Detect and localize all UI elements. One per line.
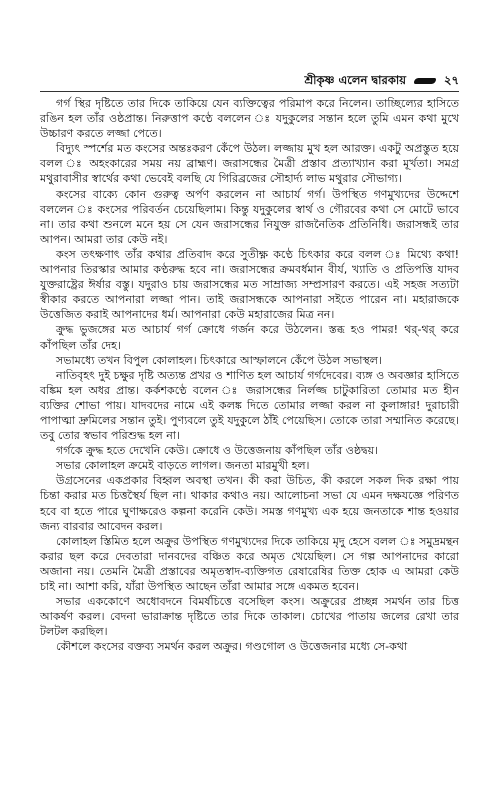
paragraph: নাতিবৃহৎ দুই চক্ষুর দৃষ্টি অত্যন্ত প্রখর ও শাণিত হল আচার্য গর্গদেবের। ব্যঙ্গ ও অবজ্ঞার হাসিতে বঙ্কিম হল অধর প্রান্ত। কর্কশকণ্ঠে বলেন ঃ জরাসন্ধের নির্লজ্জ চাটুকারিতা তোমার মত হীন ব্যক্তির শোভা পায়। যাদবদের নামে এই কলঙ্ক দিতে তোমার লজ্জা করল না কুলাঙ্গার! দুরাচারী পাপাত্মা দ্রুমিলের সন্তান তুই। পুণ্যবলে তুই যদুকুলে ঠাঁই পেয়েছিস। তোকে তারা সম্মানিত করেছে। তবু তোর স্বভাব পরিশুদ্ধ হল না। [40, 368, 459, 443]
paragraph: কৌশলে কংসের বক্তব্য সমর্থন করল অক্রুর। গণ্ডগোল ও উত্তেজনার মধ্যে সে-কথা [56, 640, 408, 654]
page-header [40, 72, 459, 88]
paragraph: কংস তৎক্ষণাৎ তাঁর কথার প্রতিবাদ করে সুতীক্ষ্ণ কণ্ঠে চিৎকার করে বলল ঃ মিথ্যে কথা! আপনার তিরস্কার আমার কণ্ঠরুদ্ধ হবে না। জরাসন্ধের ক্রমবর্ধমান বীর্য, খ্যাতি ও প্রতিপত্তি যাদব যুক্তরাষ্ট্রের ঈর্ষার বস্তু। যদুরাও চায় জরাসন্ধের মত সাম্রাজ্য সম্প্রসারণ করতে। এই সহজ সত্যটা স্বীকার করতে আপনারা লজ্জা পান। তাই জরাসন্ধকে আপনারা সইতে পারেন না। মহারাজকে উত্তেজিত করাই আপনাদের ধর্ম। আপনারা কেউ মহারাজের মিত্র নন। [40, 247, 459, 322]
paragraph: কংসের বাক্যে কোন গুরুত্ব অর্পণ করলেন না আচার্য গর্গ। উপস্থিত গণমুখ্যদের উদ্দেশে বললেন ঃ কংসের পরিবর্তন চেয়েছিলাম। কিন্তু যদুকুলের স্বার্থ ও গৌরবের কথা সে মোটে ভাবে না। তার কথা শুনলে মনে হয় সে যেন জরাসন্ধের নিযুক্ত রাজনৈতিক প্রতিনিধি। জরাসন্ধই তার আপন। আমরা তার কেউ নই। [40, 187, 459, 246]
paragraph: সভার এককোণে অধোবদনে বিমর্ষচিত্তে বসেছিল কংস। অক্রুরের প্রচ্ছন্ন সমর্থন তার চিত্ত আকর্ষণ করল। বেদনা ভারাক্রান্ত দৃষ্টিতে তার দিকে তাকাল। চোখের পাতায় জলের রেখা তার টলটল করছিল। [40, 595, 459, 639]
page-number: ২৭ [444, 73, 459, 87]
paragraph: বিদ্যুৎ স্পর্শের মত কংসের অন্তঃকরণ কেঁপে উঠল। লজ্জায় মুখ হল আরক্ত। একটু অপ্রস্তুত হয়ে বলল ঃ অহংকারের সময় নয় ব্রাহ্মণ। জরাসন্ধের মৈত্রী প্রস্তাব প্রত্যাখ্যান করা মূর্খতা। সমগ্র মথুরাবাসীর স্বার্থের কথা ভেবেই বলছি যে গিরিব্রজের সৌহার্দ্য লাভ মথুরার সৌভাগ্য। [40, 142, 459, 186]
body-text [40, 96, 459, 654]
paragraph: গর্গ স্থির দৃষ্টিতে তার দিকে তাকিয়ে যেন ব্যক্তিত্বের পরিমাপ করে নিলেন। তাচ্ছিল্যের হাসিতে রঙিন হল তাঁর ওষ্ঠপ্রান্ত। নিরুত্তাপ কণ্ঠে বললেন ঃ যদুকুলের সন্তান হলে তুমি এমন কথা মুখে উচ্চারণ করতে লজ্জা পেতে। [40, 97, 459, 141]
paragraph: কোলাহল স্তিমিত হলে অক্রুর উপস্থিত গণমুখ্যদের দিকে তাকিয়ে মৃদু হেসে বলল ঃ সমুদ্রমন্থন করার ছল করে দেবতারা দানবদের বঞ্চিত করে অমৃত খেয়েছিল। সে গল্প আপনাদের কারো অজানা নয়। তেমনি মৈত্রী প্রস্তাবের অমৃতস্বাদ-ব্যক্তিগত রেষারেষির তিক্ত হোক এ আমরা কেউ চাই না। আশা করি, যাঁরা উপস্থিত আছেন তাঁরা আমার সঙ্গে একমত হবেন। [40, 534, 459, 593]
paragraph: সভামধ্যে তখন বিপুল কোলাহল। চিৎকারে আস্ফালনে কেঁপে উঠল সভাস্থল। [56, 353, 382, 367]
ornament-icon [414, 78, 436, 84]
paragraph: ক্রুদ্ধ ভুজঙ্গের মত আচার্য গর্গ ক্রোধে গর্জন করে উঠলেন। স্তব্ধ হও পামর! থর্-থর্ করে কাঁপছিল তাঁর দেহ। [40, 323, 459, 352]
paragraph: উগ্রসেনের একপ্রকার বিহ্বল অবস্থা তখন। কী করা উচিত, কী করলে সকল দিক রক্ষা পায় চিন্তা করার মত চিত্তস্থৈর্য ছিল না। থাকার কথাও নয়। আলোচনা সভা যে এমন দক্ষযজ্ঞে পরিণত হবে বা হতে পারে ঘুণাক্ষরেও কল্পনা করেনি কেউ। সমস্ত গণমুখ্য এক হয়ে জনতাকে শান্ত হওয়ার জন্য বারবার আবেদন করল। [40, 474, 459, 533]
paragraph: সভার কোলাহল ক্রমেই বাড়তে লাগল। জনতা মারমুখী হল। [56, 459, 310, 473]
paragraph: গর্গকে ক্রুদ্ধ হতে দেখেনি কেউ। ক্রোধে ও উত্তেজনায় কাঁপছিল তাঁর ওষ্ঠদ্বয়। [56, 444, 379, 458]
running-title: শ্রীকৃষ্ণ এলেন দ্বারকায় [304, 73, 406, 87]
header-rule [40, 91, 459, 92]
